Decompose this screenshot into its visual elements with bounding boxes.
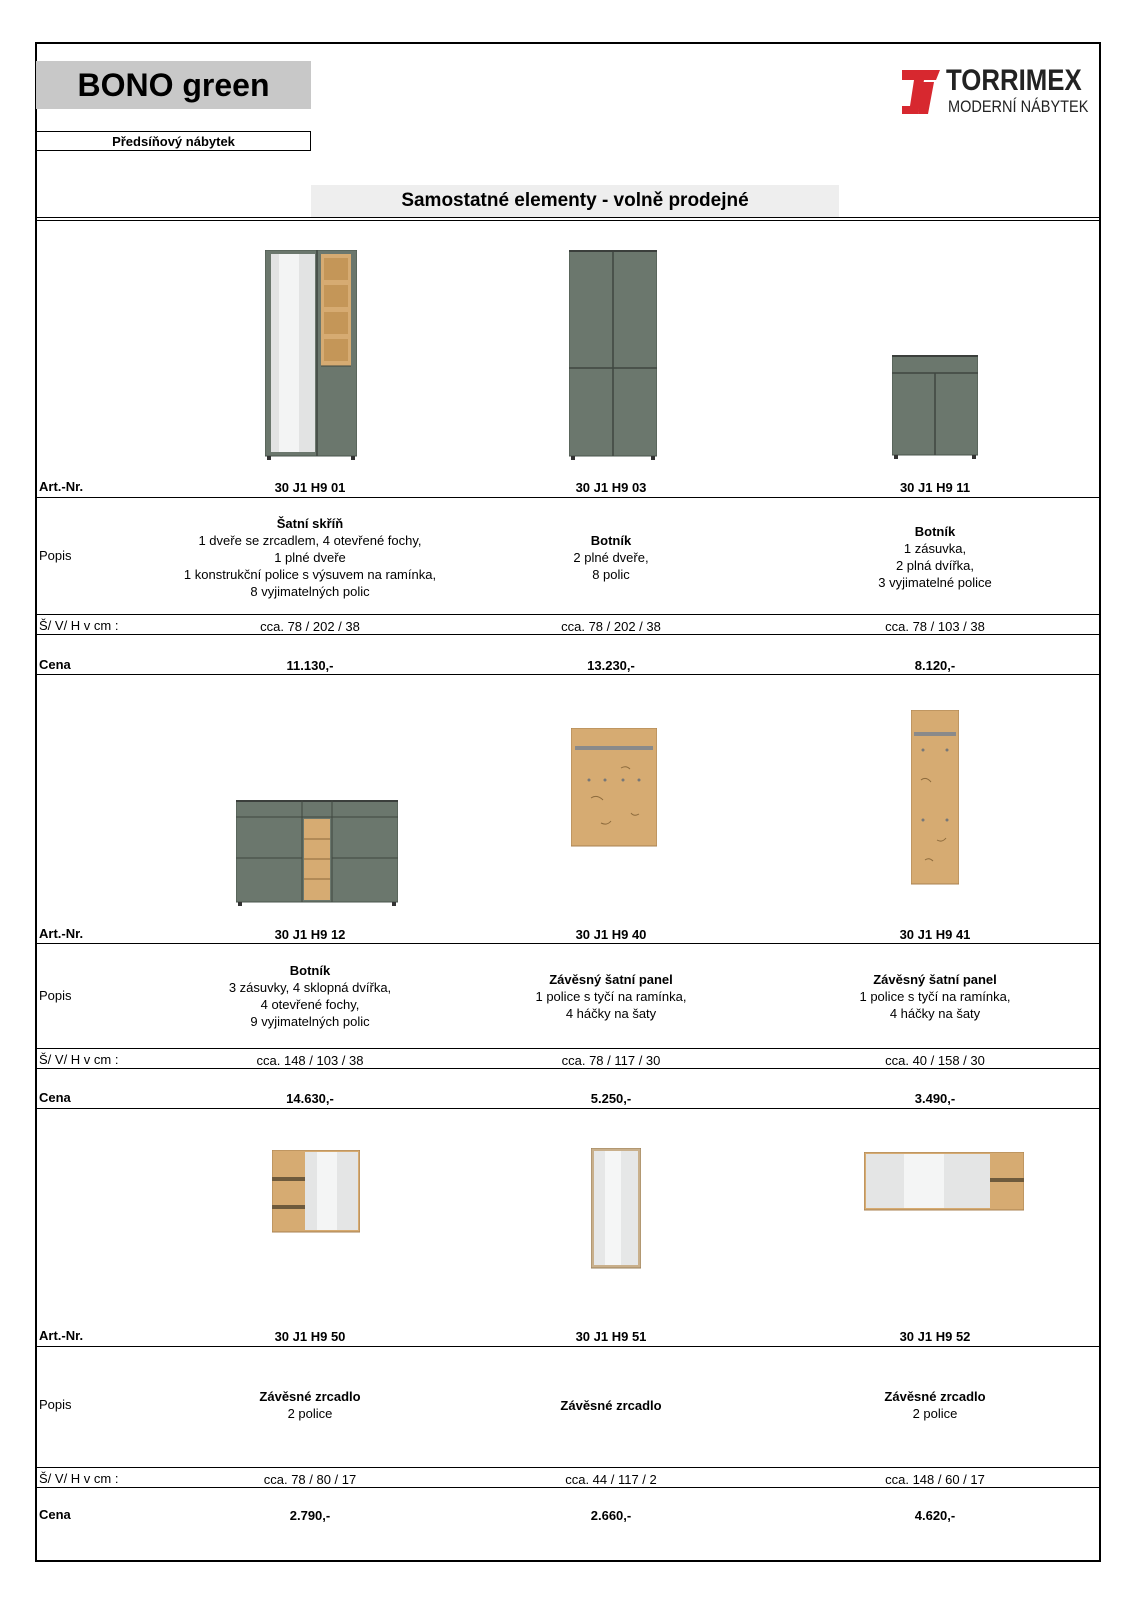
- product-image-mirror-shelves: [272, 1150, 360, 1234]
- logo-tagline: MODERNÍ NÁBYTEK: [948, 98, 1089, 116]
- price: 2.790,-: [289, 1508, 331, 1523]
- dimensions: cca. 78 / 202 / 38: [561, 619, 661, 634]
- price-label: Cena: [39, 1090, 71, 1105]
- product-description: [785, 512, 1085, 602]
- price-label: Cena: [39, 1507, 71, 1522]
- divider: [36, 1346, 1100, 1347]
- popis-label: Popis: [39, 988, 72, 1003]
- article-number: 30 J1 H9 52: [899, 1329, 971, 1344]
- divider: [36, 1467, 1100, 1468]
- dimensions: cca. 148 / 60 / 17: [885, 1472, 985, 1487]
- description-line: 8 polic: [592, 566, 630, 582]
- dims-label: Š/ V/ H v cm :: [39, 1471, 119, 1486]
- product-image-shoe-cabinet-small: [892, 355, 978, 459]
- product-description: [160, 512, 460, 602]
- price-label: Cena: [39, 657, 71, 672]
- product-name: Závěsné zrcadlo: [884, 1389, 986, 1404]
- product-image-wardrobe: [265, 250, 357, 460]
- dims-label: Š/ V/ H v cm :: [39, 1052, 119, 1067]
- dimensions: cca. 78 / 117 / 30: [561, 1053, 661, 1068]
- page-title: BONO green: [36, 61, 311, 109]
- price: 5.250,-: [590, 1091, 632, 1106]
- price: 4.620,-: [914, 1508, 956, 1523]
- divider: [36, 220, 1100, 221]
- product-description: [785, 956, 1085, 1036]
- product-description: [160, 956, 460, 1036]
- dimensions: cca. 78 / 103 / 38: [885, 619, 985, 634]
- art-label: Art.-Nr.: [39, 1328, 84, 1343]
- dimensions: cca. 78 / 202 / 38: [260, 619, 360, 634]
- article-number: 30 J1 H9 12: [274, 927, 346, 942]
- description-line: 1 dveře se zrcadlem, 4 otevřené fochy,: [198, 532, 422, 548]
- art-label: Art.-Nr.: [39, 479, 84, 494]
- logo-brand: TORRIMEX: [946, 64, 1082, 97]
- product-name: Závěsné zrcadlo: [560, 1397, 662, 1413]
- article-number: 30 J1 H9 01: [274, 480, 346, 495]
- divider: [36, 217, 1100, 218]
- product-image-mirror-tall: [591, 1148, 641, 1270]
- dims-label: Š/ V/ H v cm :: [39, 618, 119, 633]
- article-number: 30 J1 H9 51: [575, 1329, 647, 1344]
- description-line: 1 police s tyčí na ramínka,: [535, 988, 687, 1004]
- article-number: 30 J1 H9 11: [899, 480, 971, 495]
- product-name: Botník: [590, 532, 632, 548]
- description-line: 4 háčky na šaty: [889, 1005, 981, 1021]
- description-line: 2 police: [912, 1406, 958, 1421]
- product-description: [785, 1380, 1085, 1430]
- torrimex-logo: [900, 64, 1090, 118]
- product-name: Botník: [914, 524, 956, 539]
- description-line: 4 otevřené fochy,: [260, 997, 360, 1012]
- divider: [36, 634, 1100, 635]
- description-line: 8 vyjimatelných polic: [250, 583, 370, 599]
- dimensions: cca. 44 / 117 / 2: [565, 1472, 657, 1487]
- description-line: 2 plná dvířka,: [895, 558, 975, 573]
- divider: [36, 943, 1100, 944]
- popis-label: Popis: [39, 1397, 72, 1412]
- divider: [36, 1108, 1100, 1109]
- logo-mark-icon: [900, 68, 942, 116]
- divider: [36, 614, 1100, 615]
- divider: [36, 674, 1100, 675]
- product-image-sideboard: [236, 800, 398, 906]
- divider: [36, 497, 1100, 498]
- product-description: [461, 1380, 761, 1430]
- product-name: Šatní skříň: [276, 515, 344, 531]
- price: 8.120,-: [914, 658, 956, 673]
- category-label: Předsíňový nábytek: [36, 131, 311, 151]
- description-line: 1 konstrukční police s výsuvem na ramínka,: [183, 566, 437, 582]
- divider: [36, 1048, 1100, 1049]
- product-name: Závěsné zrcadlo: [259, 1389, 361, 1404]
- price: 11.130,-: [286, 658, 334, 673]
- product-name: Závěsný šatní panel: [549, 971, 673, 987]
- product-description: [461, 512, 761, 602]
- dimensions: cca. 40 / 158 / 30: [885, 1053, 985, 1068]
- product-name: Závěsný šatní panel: [873, 971, 997, 987]
- description-line: 1 zásuvka,: [903, 541, 967, 556]
- description-line: 4 háčky na šaty: [565, 1005, 657, 1021]
- product-image-narrow-panel: [911, 710, 959, 886]
- dimensions: cca. 78 / 80 / 17: [263, 1472, 357, 1487]
- article-number: 30 J1 H9 40: [575, 927, 647, 942]
- product-name: Botník: [289, 963, 331, 978]
- product-image-wall-panel: [571, 728, 657, 848]
- price: 14.630,-: [286, 1091, 334, 1106]
- price: 2.660,-: [590, 1508, 632, 1523]
- description-line: 3 zásuvky, 4 sklopná dvířka,: [228, 980, 392, 995]
- price: 3.490,-: [914, 1091, 956, 1106]
- divider: [36, 1487, 1100, 1488]
- section-title: Samostatné elementy - volně prodejné: [311, 185, 839, 217]
- price: 13.230,-: [587, 658, 635, 673]
- product-image-mirror-wide: [864, 1152, 1024, 1212]
- article-number: 30 J1 H9 41: [899, 927, 971, 942]
- popis-label: Popis: [39, 548, 72, 563]
- dimensions: cca. 148 / 103 / 38: [256, 1053, 364, 1068]
- art-label: Art.-Nr.: [39, 926, 84, 941]
- description-line: 1 plné dveře: [274, 549, 346, 565]
- article-number: 30 J1 H9 03: [575, 480, 647, 495]
- description-line: 2 police: [287, 1406, 333, 1421]
- description-line: 9 vyjimatelných polic: [250, 1014, 370, 1029]
- description-line: 1 police s tyčí na ramínka,: [859, 988, 1011, 1004]
- description-line: 2 plné dveře,: [573, 549, 649, 565]
- article-number: 30 J1 H9 50: [274, 1329, 346, 1344]
- product-description: [461, 956, 761, 1036]
- product-description: [160, 1380, 460, 1430]
- description-line: 3 vyjimatelné police: [878, 575, 992, 590]
- product-image-shoe-cabinet-tall: [569, 250, 657, 460]
- divider: [36, 1068, 1100, 1069]
